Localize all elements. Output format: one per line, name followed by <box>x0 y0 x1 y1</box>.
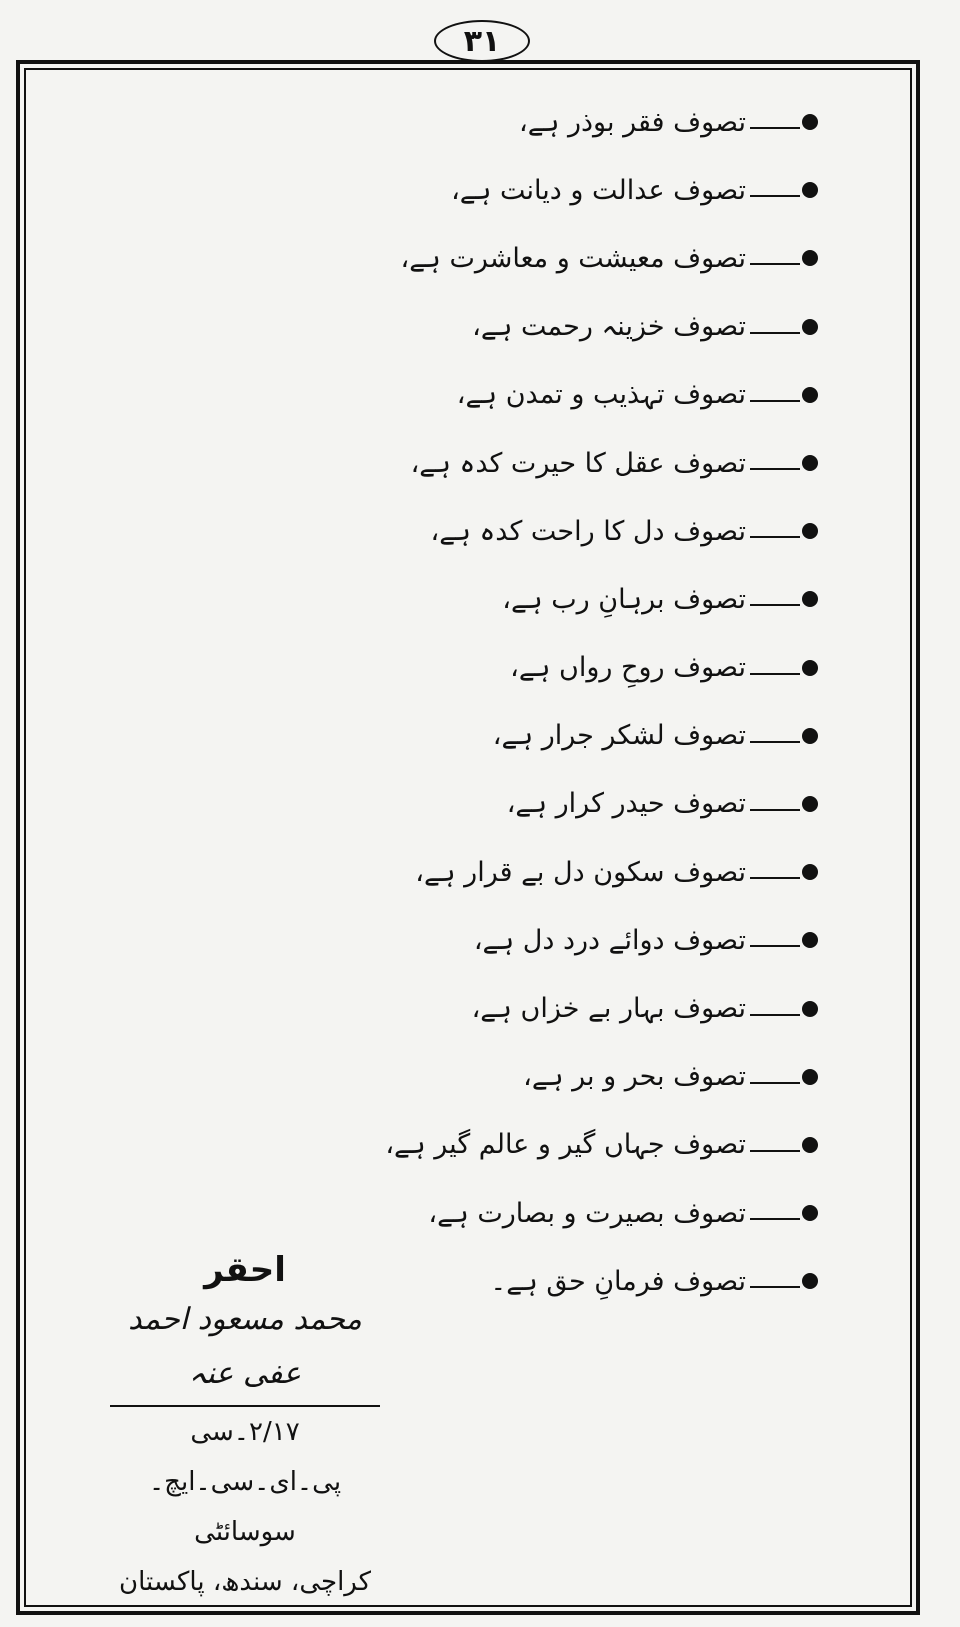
list-item-text: تصوف دوائے درد دل ہے، <box>473 924 746 956</box>
list-item <box>258 497 818 565</box>
sufism-list <box>258 88 818 1315</box>
dash-line <box>750 604 800 606</box>
list-item <box>258 634 818 702</box>
list-item <box>258 906 818 974</box>
bullet-icon <box>802 1001 818 1017</box>
list-item-text: تصوف بصیرت و بصارت ہے، <box>428 1197 746 1229</box>
bullet-icon <box>802 1273 818 1289</box>
bullet-icon <box>802 250 818 266</box>
dash-line <box>750 1218 800 1220</box>
list-item-text: تصوف لشکر جرار ہے، <box>492 720 746 752</box>
page-number: ۳۱ <box>434 20 530 62</box>
bullet-icon <box>802 796 818 812</box>
dash-line <box>750 1014 800 1016</box>
bullet-icon <box>802 387 818 403</box>
signature-block <box>110 1247 380 1607</box>
bullet-icon <box>802 728 818 744</box>
list-item <box>258 293 818 361</box>
bullet-icon <box>802 114 818 130</box>
list-item-text: تصوف برہانِ رب ہے، <box>502 583 746 615</box>
list-item <box>258 224 818 292</box>
dash-line <box>750 263 800 265</box>
list-item <box>258 156 818 224</box>
address-line: ۲/۱۷۔سی <box>190 1417 300 1447</box>
list-item <box>258 88 818 156</box>
signature-name: محمد مسعود احمد عفی عنہ <box>128 1302 362 1391</box>
list-item <box>258 1111 818 1179</box>
dash-line <box>750 468 800 470</box>
bullet-icon <box>802 455 818 471</box>
list-item-text: تصوف عقل کا حیرت کدہ ہے، <box>410 447 746 479</box>
bullet-icon <box>802 523 818 539</box>
bullet-icon <box>802 182 818 198</box>
bullet-icon <box>802 1069 818 1085</box>
list-item-text: تصوف تہذیب و تمدن ہے، <box>456 379 746 411</box>
list-item <box>258 565 818 633</box>
dash-line <box>750 1082 800 1084</box>
list-item-text: تصوف بحر و بر ہے، <box>523 1061 746 1093</box>
address-line: پی۔ای۔سی۔ایچ۔سوسائٹی <box>148 1467 342 1547</box>
list-item <box>258 770 818 838</box>
dash-line <box>750 1150 800 1152</box>
dash-line <box>750 809 800 811</box>
dash-line <box>750 1286 800 1288</box>
bullet-icon <box>802 932 818 948</box>
list-item <box>258 974 818 1042</box>
list-item <box>258 361 818 429</box>
dash-line <box>750 536 800 538</box>
list-item-text: تصوف روحِ رواں ہے، <box>510 652 746 684</box>
list-item <box>258 1043 818 1111</box>
list-item-text: تصوف فقر بوذر ہے، <box>519 106 746 138</box>
list-item-text: تصوف فرمانِ حق ہے۔ <box>490 1265 746 1297</box>
bullet-icon <box>802 591 818 607</box>
signature-title: احقر <box>204 1250 286 1290</box>
bullet-icon <box>802 1137 818 1153</box>
dash-line <box>750 945 800 947</box>
dash-line <box>750 400 800 402</box>
list-item-text: تصوف خزینہ رحمت ہے، <box>472 311 746 343</box>
dash-line <box>750 673 800 675</box>
list-item-text: تصوف بہار بے خزاں ہے، <box>471 993 746 1025</box>
address-line: کراچی، سندھ، پاکستان <box>118 1567 372 1597</box>
bullet-icon <box>802 1205 818 1221</box>
bullet-icon <box>802 864 818 880</box>
list-item <box>258 702 818 770</box>
list-item <box>258 838 818 906</box>
list-item-text: تصوف معیشت و معاشرت ہے، <box>400 242 746 274</box>
bullet-icon <box>802 660 818 676</box>
dash-line <box>750 195 800 197</box>
dash-line <box>750 127 800 129</box>
list-item-text: تصوف عدالت و دیانت ہے، <box>451 174 746 206</box>
dash-line <box>750 332 800 334</box>
list-item-text: تصوف سکون دل بے قرار ہے، <box>415 856 746 888</box>
dash-line <box>750 877 800 879</box>
bullet-icon <box>802 319 818 335</box>
list-item-text: تصوف دل کا راحت کدہ ہے، <box>430 515 746 547</box>
list-item <box>258 1179 818 1247</box>
list-item <box>258 429 818 497</box>
dash-line <box>750 741 800 743</box>
list-item-text: تصوف جہاں گیر و عالم گیر ہے، <box>385 1129 746 1161</box>
list-item-text: تصوف حیدر کرار ہے، <box>506 788 746 820</box>
